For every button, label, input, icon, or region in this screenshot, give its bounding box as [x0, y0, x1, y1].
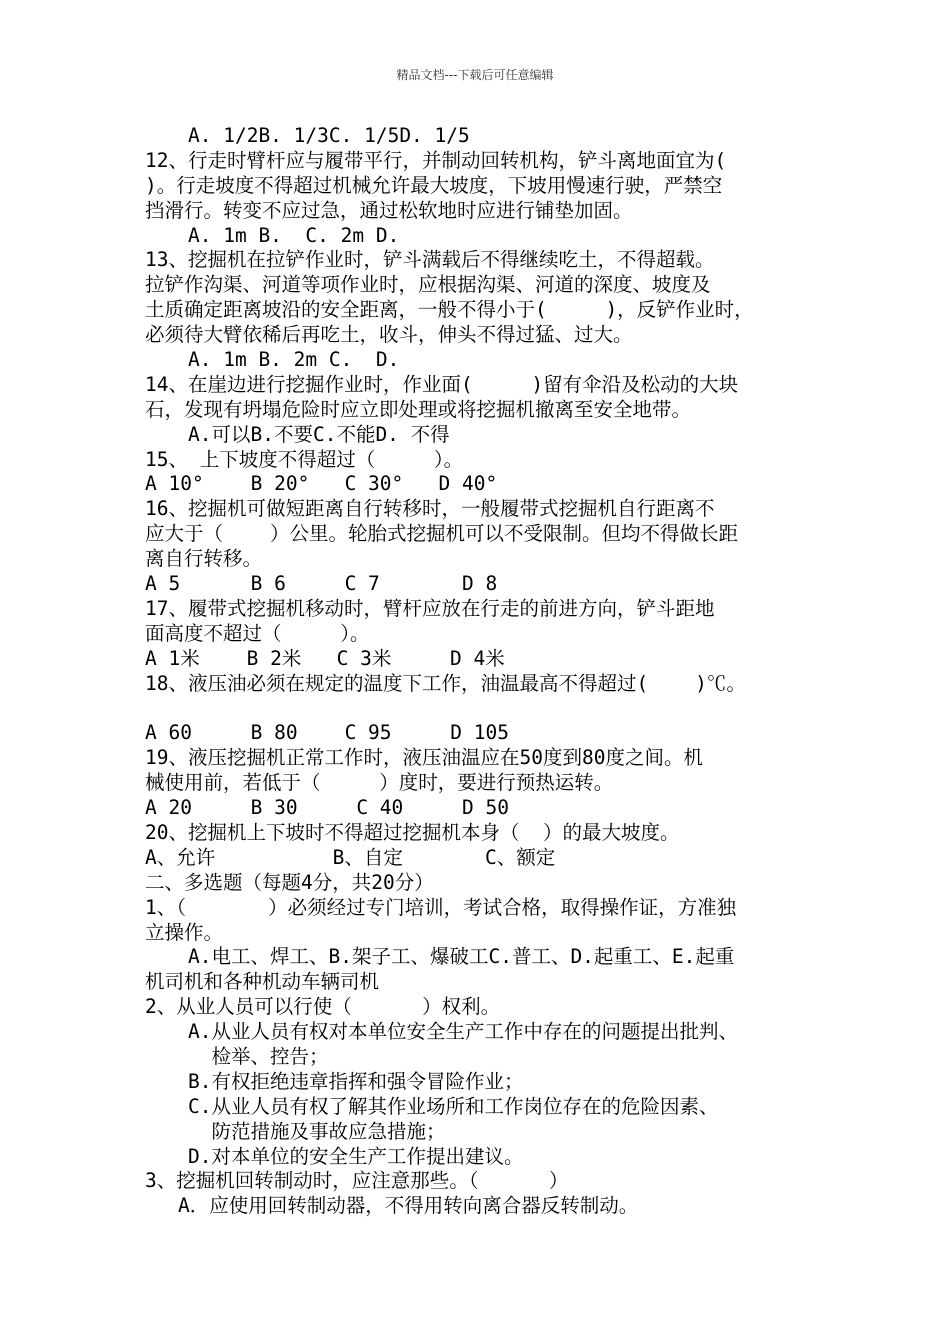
text-line: 2、从业人员可以行使（ ）权利。 [145, 995, 501, 1019]
text-line: A. 1/2B. 1/3C. 1/5D. 1/5 [188, 124, 470, 147]
text-line: 应大于（ ）公里。轮胎式挖掘机可以不受限制。但均不得做长距 [145, 522, 738, 546]
text-line: 20、挖掘机上下坡时不得超过挖掘机本身（ ）的最大坡度。 [145, 820, 680, 844]
text-line: A 60 B 80 C 95 D 105 [145, 721, 509, 745]
text-line: A．应使用回转制动器，不得用转向离合器反转制动。 [178, 1194, 639, 1218]
text-line: A、允许 B、自定 C、额定 [145, 845, 556, 869]
text-line: 14、在崖边进行挖掘作业时，作业面( )留有伞沿及松动的大块 [145, 372, 739, 396]
text-line: 检举、控告； [188, 1044, 329, 1068]
text-line [145, 696, 835, 721]
text-line: A.电工、焊工、B.架子工、爆破工C.普工、D.起重工、E.起重 [188, 945, 735, 969]
text-line: 土质确定距离坡沿的安全距离，一般不得小于( )，反铲作业时， [145, 298, 754, 322]
text-line: 19、液压挖掘机正常工作时，液压油温应在50度到80度之间。机 [145, 746, 703, 770]
text-line: 13、挖掘机在拉铲作业时，铲斗满载后不得继续吃土，不得超载。 [145, 248, 715, 272]
text-line: 1、（ ）必须经过专门培训，考试合格，取得操作证，方准独 [145, 895, 737, 919]
text-line: 15、 上下坡度不得超过（ ）。 [145, 447, 464, 471]
text-line: D.对本单位的安全生产工作提出建议。 [188, 1144, 524, 1168]
text-line: A.可以B.不要C.不能D. 不得 [188, 422, 450, 446]
text-line: 械使用前，若低于（ ）度时，要进行预热运转。 [145, 771, 614, 795]
text-line: 16、挖掘机可做短距离自行转移时，一般履带式挖掘机自行距离不 [145, 497, 715, 521]
text-line: A. 1m B. 2m C. D. [188, 348, 400, 372]
text-line: 18、液压油必须在规定的温度下工作，油温最高不得超过( )℃。 [145, 671, 746, 695]
text-line: A.从业人员有权对本单位安全生产工作中存在的问题提出批判、 [188, 1020, 738, 1044]
text-line: 二、多选题（每题4分，共20分） [145, 870, 434, 894]
text-line: A 10° B 20° C 30° D 40° [145, 472, 498, 496]
text-line: 3、挖掘机回转制动时，应注意那些。（ ） [145, 1169, 569, 1193]
text-line: )。行走坡度不得超过机械允许最大坡度，下坡用慢速行驶，严禁空 [145, 173, 723, 197]
text-line: 17、履带式挖掘机移动时，臂杆应放在行走的前进方向，铲斗距地 [145, 596, 715, 620]
text-line: A 5 B 6 C 7 D 8 [145, 572, 498, 596]
text-line: A 20 B 30 C 40 D 50 [145, 796, 509, 820]
text-line: B.有权拒绝违章指挥和强令冒险作业； [188, 1069, 524, 1093]
document-body [145, 124, 835, 1219]
text-line: 机司机和各种机动车辆司机 [145, 970, 380, 994]
text-line: C.从业人员有权了解其作业场所和工作岗位存在的危险因素、 [188, 1094, 719, 1118]
text-line: 立操作。 [145, 920, 224, 944]
text-line: 面高度不超过（ ）。 [145, 621, 370, 645]
text-line: 离自行转移。 [145, 547, 263, 571]
text-line: A. 1m B. C. 2m D. [188, 223, 400, 247]
text-line: 拉铲作沟渠、河道等项作业时，应根据沟渠、河道的深度、坡度及 [145, 273, 711, 297]
text-line: 防范措施及事故应急措施； [188, 1119, 446, 1143]
text-line: 12、行走时臂杆应与履带平行，并制动回转机构，铲斗离地面宜为( [145, 148, 727, 172]
text-line: 必须待大臂依稀后再吃土，收斗，伸头不得过猛、过大。 [145, 323, 633, 347]
page-header: 精品文档---下载后可任意编辑 [396, 68, 554, 82]
text-line: 挡滑行。转变不应过急，通过松软地时应进行铺垫加固。 [145, 198, 633, 222]
text-line: 石，发现有坍塌危险时应立即处理或将挖掘机撤离至安全地带。 [145, 397, 692, 421]
text-line: A 1米 B 2米 C 3米 D 4米 [145, 646, 505, 670]
